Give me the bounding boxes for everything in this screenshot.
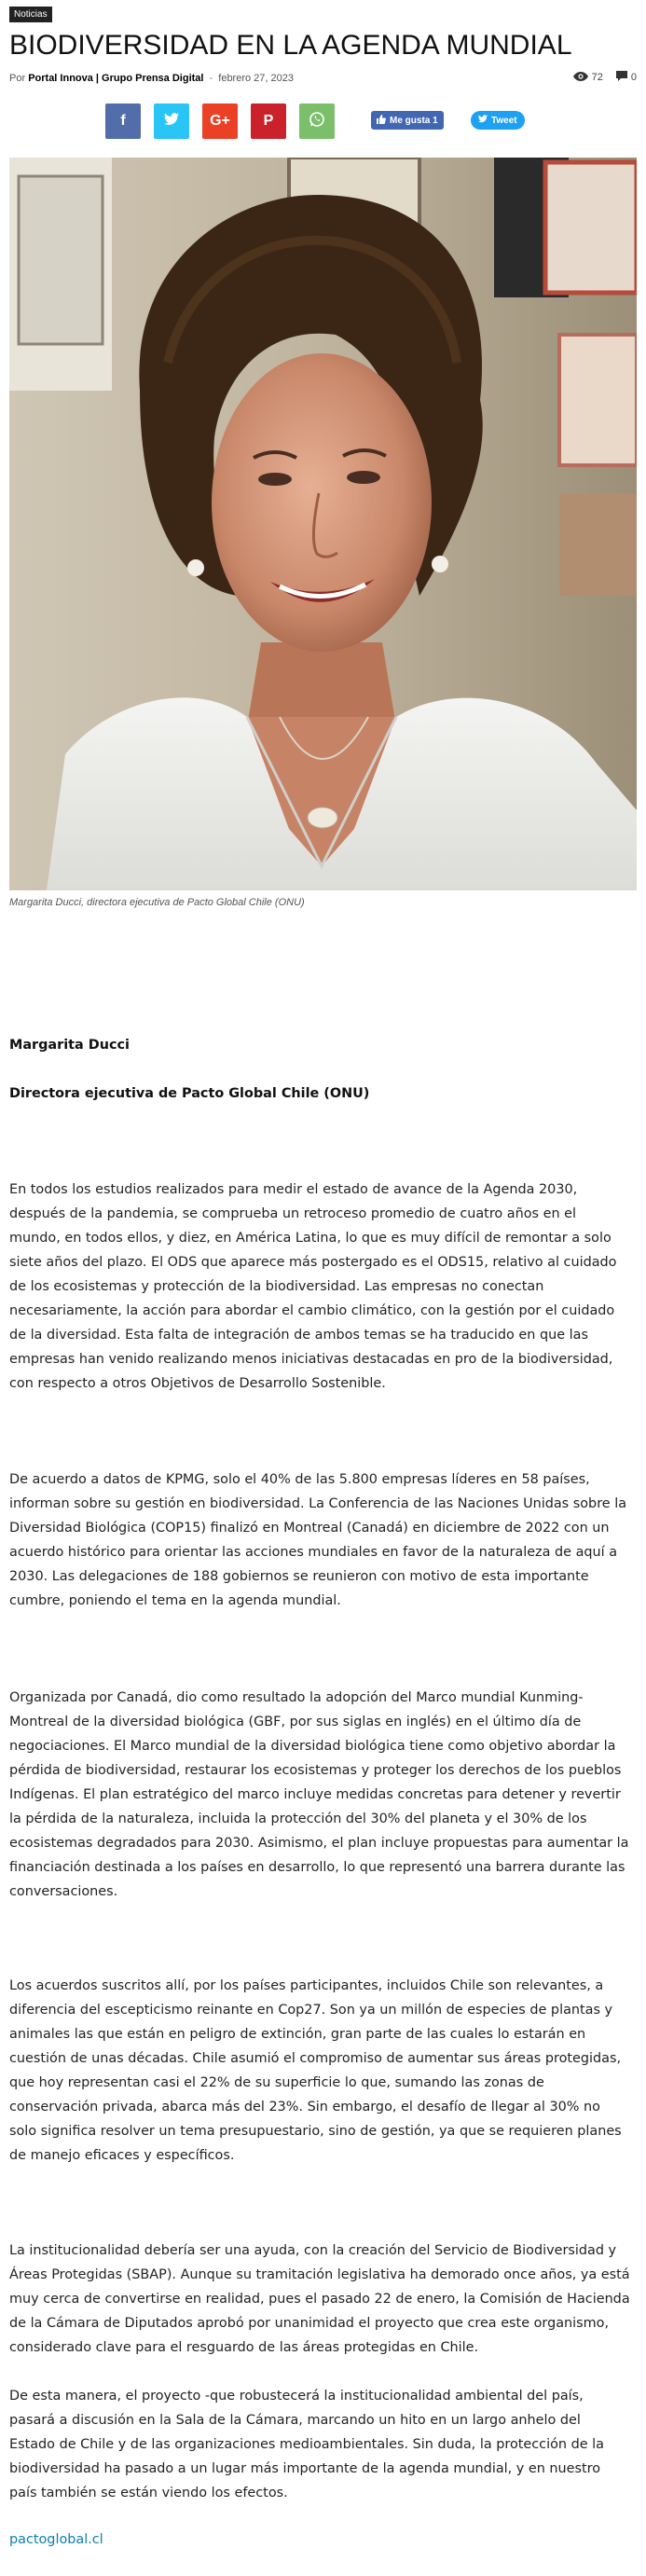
featured-image[interactable]: [9, 158, 637, 890]
publish-date: febrero 27, 2023: [218, 73, 294, 84]
article-counters: [573, 71, 637, 84]
comment-icon: [616, 71, 627, 84]
meta-separator: -: [209, 73, 213, 84]
thumbs-up-icon: [377, 115, 386, 127]
pinterest-share-button[interactable]: [251, 103, 286, 139]
paragraph-4: Los acuerdos suscritos allí, por los países participantes, incluidos Chile son relevantes, a diferencia del escepticismo reinante en Cop27. Son ya un millón de especies de plantas y animales las que están en peligro de extinción, gran parte de las cuales lo estarán en cuestión de unas décadas. Chile asumió el compromiso de aumentar sus áreas protegidas, que hoy representan casi el 22% de su superficie lo que, sumando las zonas de conservación privada, abarca más del 23%. Sin embargo, el desafío de llegar al 30% no solo significa resolver un tema presupuestario, sino de gestión, ya que se requieren planes de manejo eficaces y específicos.: [9, 1978, 622, 2163]
twitter-share-button[interactable]: [154, 103, 189, 139]
googleplus-icon: G+: [210, 113, 230, 129]
by-label: Por: [9, 73, 26, 84]
facebook-share-button[interactable]: [105, 103, 141, 139]
facebook-icon: f: [120, 113, 126, 129]
eye-icon: [573, 72, 588, 84]
tweet-button[interactable]: [471, 111, 525, 130]
whatsapp-icon: [309, 111, 325, 132]
comments-count: 0: [630, 72, 637, 83]
views-counter: [573, 72, 603, 84]
paragraph-6: De esta manera, el proyecto -que robustecerá la institucionalidad ambiental del país, pasará a discusión en la Sala de la Cámara, marcando un hito en un largo anhelo del Estado de Chile y de las organizaciones medioambientales. Sin duda, la protección de la biodiversidad ha pasado a un lugar más importante de la agenda mundial, y en nuestro país también se están viendo los efectos.: [9, 2389, 604, 2500]
paragraph-5: La institucionalidad debería ser una ayuda, con la creación del Servicio de Biodiversidad y Áreas Protegidas (SBAP). Aunque su tramitación legislativa ha demorado once años, ya está muy cerca de convertirse en realidad, pues el pasado 22 de enero, la Comisión de Hacienda de la Cámara de Diputados aprobó por unanimidad el proyecto que crea este organismo, considerado clave para el resguardo de las áreas protegidas en Chile.: [9, 2243, 630, 2355]
twitter-bird-icon: [478, 115, 488, 126]
paragraph-2: De acuerdo a datos de KPMG, solo el 40% de las 5.800 empresas líderes en 58 países, informan sobre su gestión en biodiversidad. La Conferencia de las Naciones Unidas sobre la Diversidad Biológica (COP15) finalizó en Montreal (Canadá) en diciembre de 2022 con un acuerdo histórico para orientar las acciones mundiales en favor de la naturaleza de aquí a 2030. Las delegaciones de 188 gobiernos se reunieron con motivo de esta importante cumbre, poniendo el tema en la agenda mundial.: [9, 1472, 627, 1608]
author-link[interactable]: Portal Innova | Grupo Prensa Digital: [28, 73, 204, 84]
article-title: BIODIVERSIDAD EN LA AGENDA MUNDIAL: [9, 30, 572, 61]
facebook-like-button[interactable]: [371, 111, 444, 130]
views-count: 72: [591, 72, 603, 83]
pinterest-icon: P: [263, 113, 274, 129]
comments-counter[interactable]: [616, 71, 637, 84]
author-role: Directora ejecutiva de Pacto Global Chile (ONU): [9, 1086, 370, 1101]
paragraph-3: Organizada por Canadá, dio como resultado la adopción del Marco mundial Kunming-Montreal de la diversidad biológica (GBF, por sus siglas en inglés) en el último día de negociaciones. El Marco mundial de la diversidad biológica tiene como objetivo abordar la pérdida de biodiversidad, restaurar los ecosistemas y proteger los derechos de los pueblos Indígenas. El plan estratégico del marco incluye medidas concretas para detener y revertir la pérdida de la naturaleza, incluida la protección del 30% del planeta y el 30% de los ecosistemas degradados para 2030. Asimismo, el plan incluye propuestas para aumentar la financiación destinada a los países en desarrollo, lo que representó una barrera durante las conversaciones.: [9, 1690, 629, 1899]
tweet-label: Tweet: [491, 115, 517, 126]
googleplus-share-button[interactable]: [202, 103, 238, 139]
category-tag[interactable]: Noticias: [9, 7, 52, 22]
like-label: Me gusta 1: [390, 115, 438, 126]
share-bar: [0, 103, 646, 139]
whatsapp-share-button[interactable]: [299, 103, 335, 139]
paragraph-1: En todos los estudios realizados para medir el estado de avance de la Agenda 2030, después de la pandemia, se comprueba un retroceso promedio de cuatro años en el mundo, en todos ellos, y diez, en América Latina, lo que es muy difícil de remontar a solo siete años del plazo. El ODS que aparece más postergado es el ODS15, relativo al cuidado de los ecosistemas y protección de la biodiversidad. Las empresas no conectan necesariamente, la acción para abordar el cambio climático, con la gestión por el cuidado de la diversidad. Esta falta de integración de ambos temas se ha traducido en que las empresas han venido realizando menos iniciativas destacadas en pro de la biodiversidad, con respecto a otros Objetivos de Desarrollo Sostenible.: [9, 1182, 617, 1391]
image-caption: Margarita Ducci, directora ejecutiva de Pacto Global Chile (ONU): [9, 897, 305, 908]
author-name: Margarita Ducci: [9, 1038, 130, 1053]
article-meta: [9, 71, 294, 86]
source-link[interactable]: pactoglobal.cl: [9, 2532, 103, 2547]
twitter-icon: [164, 113, 179, 131]
portrait-photo: [9, 158, 637, 890]
